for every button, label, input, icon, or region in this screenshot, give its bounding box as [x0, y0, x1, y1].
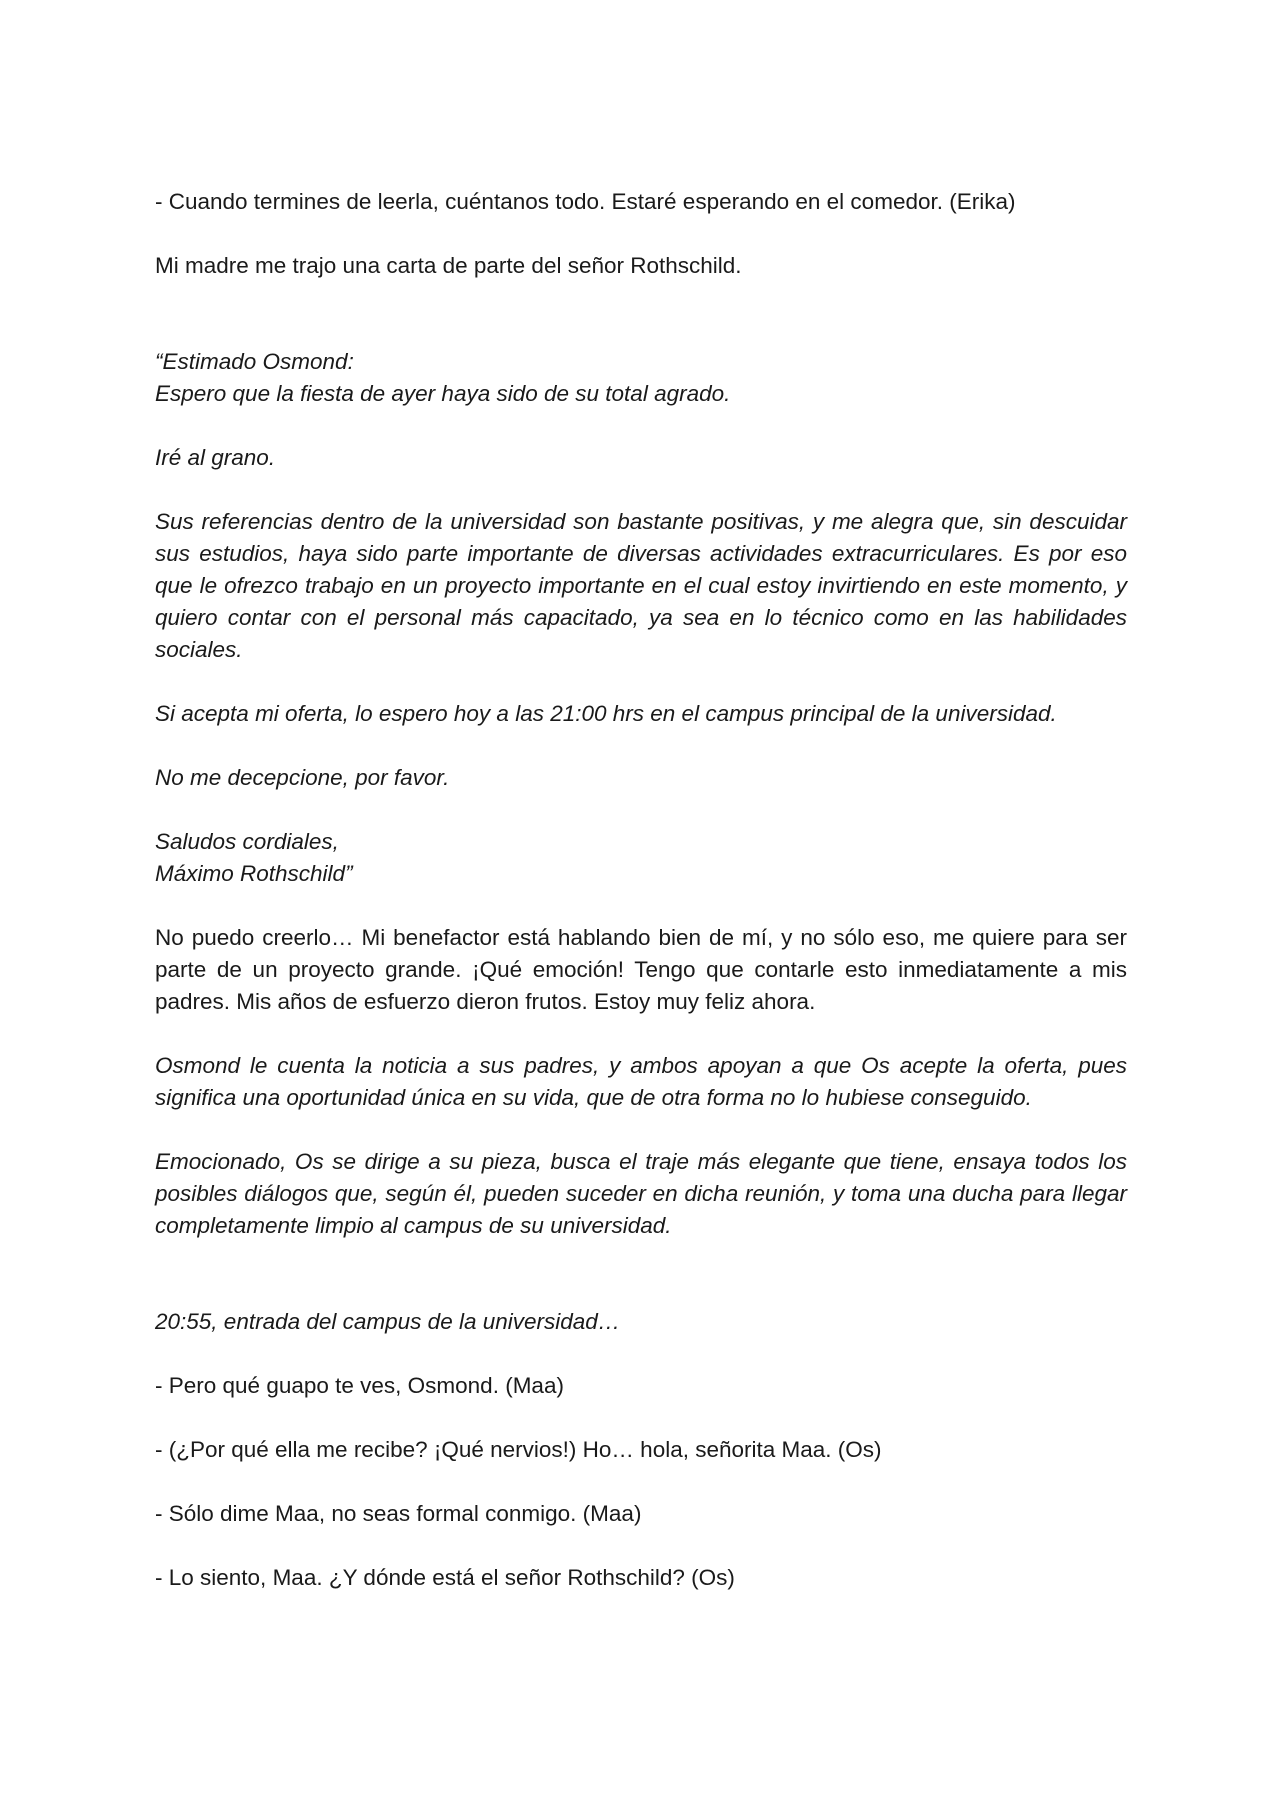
letter-paragraph: No me decepcione, por favor.: [155, 765, 450, 790]
narration-paragraph: Mi madre me trajo una carta de parte del señor Rothschild.: [155, 253, 742, 278]
dialogue-line: - (¿Por qué ella me recibe? ¡Qué nervios!) Ho… hola, señorita Maa. (Os): [155, 1437, 882, 1462]
letter-salutation: “Estimado Osmond:: [155, 349, 354, 374]
letter-paragraph: Espero que la fiesta de ayer haya sido de su total agrado.: [155, 381, 731, 406]
dialogue-line: - Cuando termines de leerla, cuéntanos todo. Estaré esperando en el comedor. (Erika): [155, 189, 1016, 214]
scene-heading: 20:55, entrada del campus de la universidad…: [155, 1309, 621, 1334]
letter-signature: Máximo Rothschild”: [155, 861, 353, 886]
letter-paragraph: Sus referencias dentro de la universidad son bastante positivas, y me alegra que, sin descuidar sus estudios, haya sido parte importante de diversas actividades extracurriculares. Es por eso que le ofrezco trabajo en un proyecto importante en el cual estoy invirtiendo en este momento, y quiero contar con el personal más capacitado, ya sea en lo técnico como en las habilidades sociales.: [155, 509, 1127, 662]
dialogue-line: - Lo siento, Maa. ¿Y dónde está el señor Rothschild? (Os): [155, 1565, 735, 1590]
dialogue-line: - Sólo dime Maa, no seas formal conmigo. (Maa): [155, 1501, 642, 1526]
dialogue-line: - Pero qué guapo te ves, Osmond. (Maa): [155, 1373, 564, 1398]
letter-closing: Saludos cordiales,: [155, 829, 339, 854]
narration-paragraph: Osmond le cuenta la noticia a sus padres, y ambos apoyan a que Os acepte la oferta, pues significa una oportunidad única en su vida, que de otra forma no lo hubiese conseguido.: [155, 1053, 1127, 1110]
letter-paragraph: Si acepta mi oferta, lo espero hoy a las 21:00 hrs en el campus principal de la universidad.: [155, 701, 1057, 726]
document-body: [155, 186, 1127, 1626]
narration-paragraph: No puedo creerlo… Mi benefactor está hablando bien de mí, y no sólo eso, me quiere para ser parte de un proyecto grande. ¡Qué emoción! Tengo que contarle esto inmediatamente a mis padres. Mis años de esfuerzo dieron frutos. Estoy muy feliz ahora.: [155, 925, 1127, 1014]
letter-paragraph: Iré al grano.: [155, 445, 276, 470]
narration-paragraph: Emocionado, Os se dirige a su pieza, busca el traje más elegante que tiene, ensaya todos los posibles diálogos que, según él, pueden suceder en dicha reunión, y toma una ducha para llegar completamente limpio al campus de su universidad.: [155, 1149, 1127, 1238]
